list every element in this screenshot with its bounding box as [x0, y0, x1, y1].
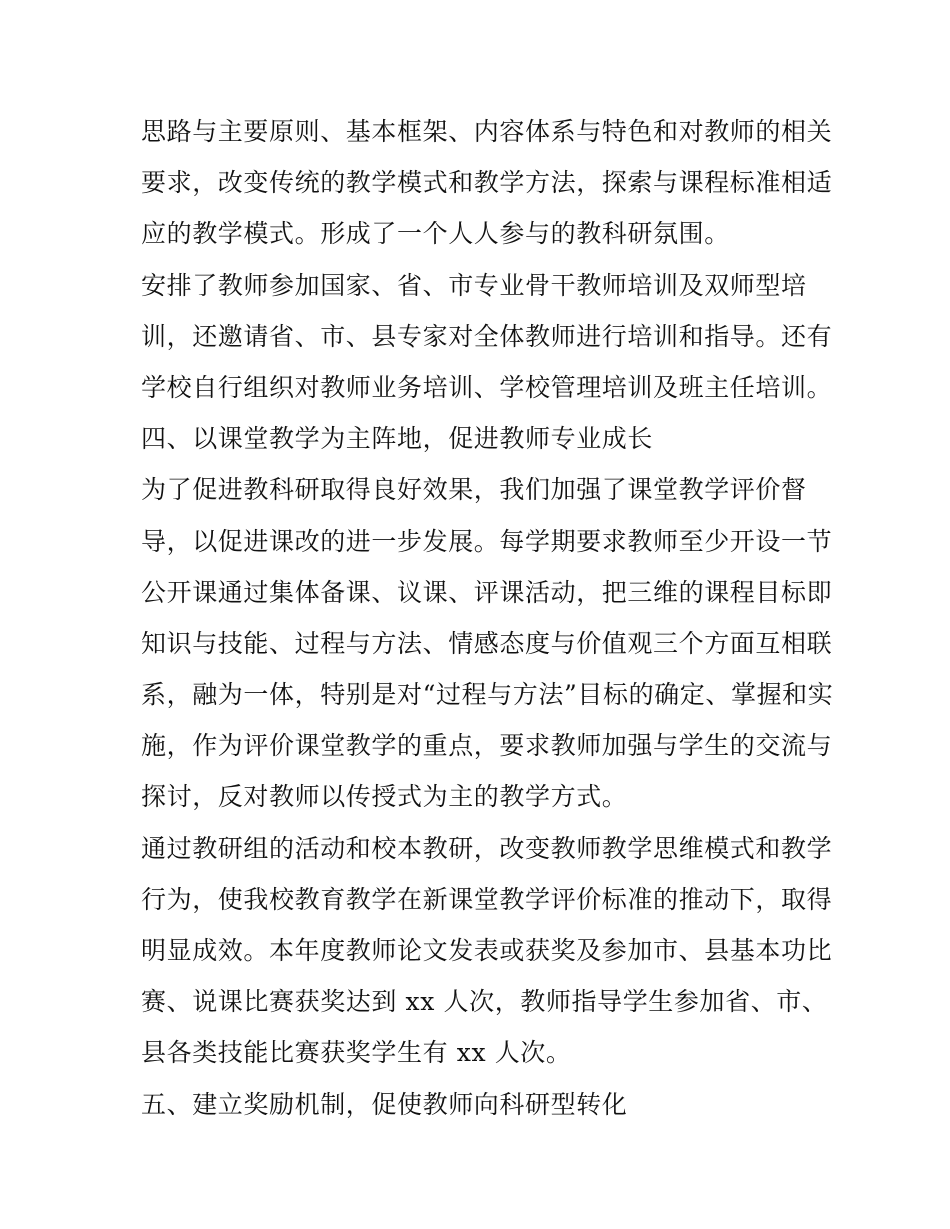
- paragraph-line: 公开课通过集体备课、议课、评课活动，把三维的课程目标即: [141, 577, 833, 607]
- paragraph-line: 知识与技能、过程与方法、情感态度与价值观三个方面互相联: [141, 628, 833, 658]
- paragraph-line: 思路与主要原则、基本框架、内容体系与特色和对教师的相关: [141, 117, 833, 146]
- paragraph-line: 县各类技能比赛获奖学生有 xx 人次。: [141, 1038, 572, 1068]
- paragraph-line: 训，还邀请省、市、县专家对全体教师进行培训和指导。还有: [141, 321, 833, 351]
- paragraph-line: 行为，使我校教育教学在新课堂教学评价标准的推动下，取得: [141, 884, 833, 914]
- paragraph-line: 赛、说课比赛获奖达到 xx 人次，教师指导学生参加省、市、: [141, 987, 828, 1017]
- paragraph-line: 要求，改变传统的教学模式和教学方法，探索与课程标准相适: [141, 168, 833, 198]
- paragraph-line: 应的教学模式。形成了一个人人参与的教科研氛围。: [141, 219, 730, 249]
- paragraph-line: 学校自行组织对教师业务培训、学校管理培训及班主任培训。: [141, 372, 833, 402]
- section-heading: 四、以课堂教学为主阵地，促进教师专业成长: [141, 424, 654, 454]
- paragraph-line: 探讨，反对教师以传授式为主的教学方式。: [141, 782, 628, 812]
- paragraph-line: 通过教研组的活动和校本教研，改变教师教学思维模式和教学: [141, 833, 833, 863]
- section-heading: 五、建立奖励机制，促使教师向科研型转化: [141, 1089, 628, 1119]
- paragraph-line: 导，以促进课改的进一步发展。每学期要求教师至少开设一节: [141, 526, 833, 556]
- paragraph-line: 安排了教师参加国家、省、市专业骨干教师培训及双师型培: [141, 270, 807, 300]
- document-body: [141, 106, 834, 1130]
- paragraph-line: 为了促进教科研取得良好效果，我们加强了课堂教学评价督: [141, 475, 807, 505]
- paragraph-line: 系，融为一体，特别是对“过程与方法”目标的确定、掌握和实: [141, 680, 834, 710]
- paragraph-line: 明显成效。本年度教师论文发表或获奖及参加市、县基本功比: [141, 936, 833, 965]
- paragraph-line: 施，作为评价课堂教学的重点，要求教师加强与学生的交流与: [141, 731, 833, 761]
